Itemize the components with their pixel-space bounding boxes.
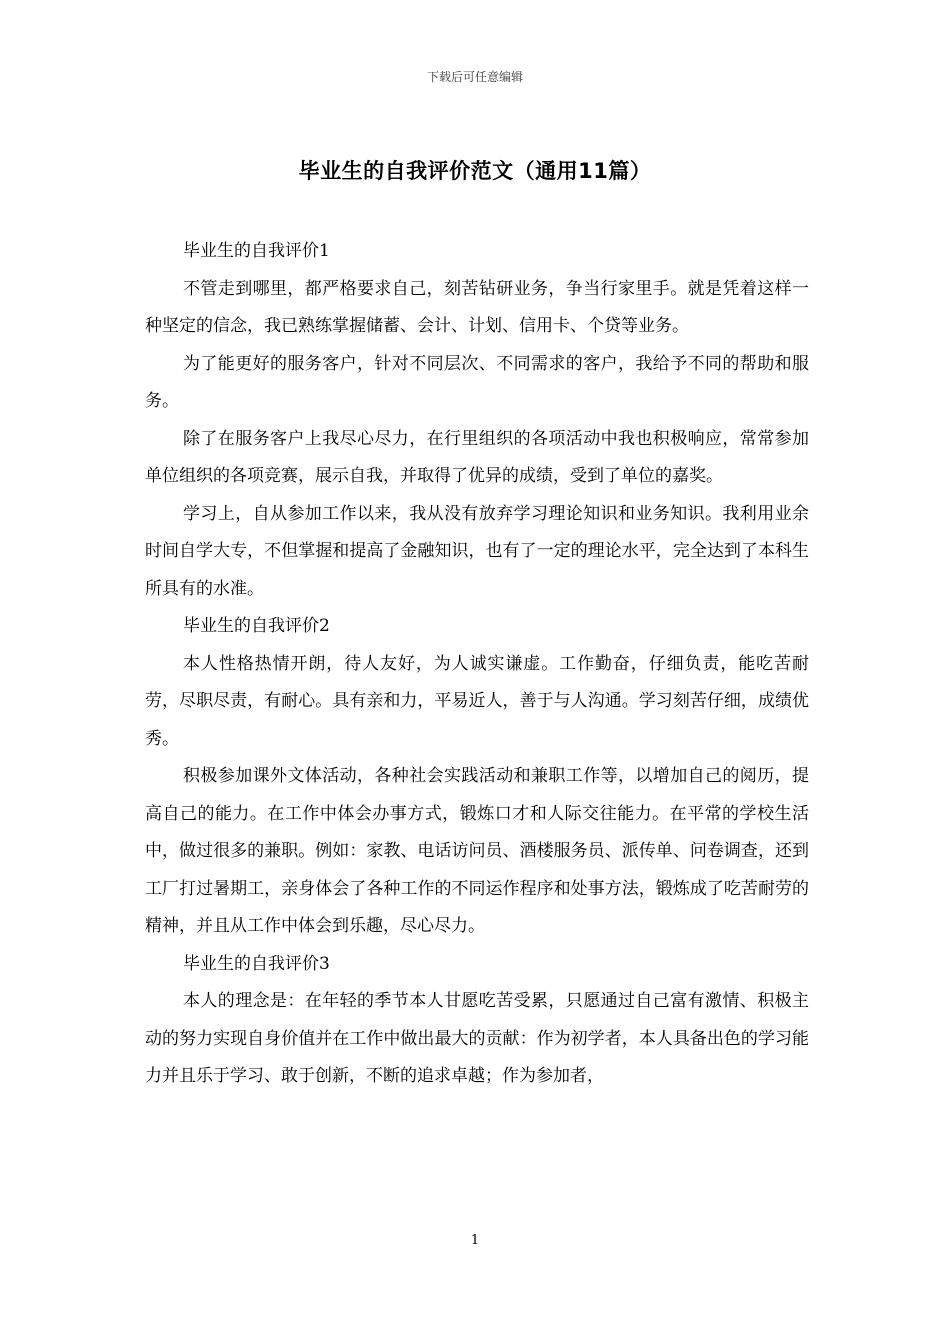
section-heading: 毕业生的自我评价1 <box>183 241 330 261</box>
paragraph: 除了在服务客户上我尽心尽力，在行里组织的各项活动中我也积极响应，常常参加单位组织的各项竞赛，展示自我，并取得了优异的成绩，受到了单位的嘉奖。 <box>145 428 809 486</box>
paragraph: 为了能更好的服务客户，针对不同层次、不同需求的客户，我给予不同的帮助和服务。 <box>145 353 809 411</box>
page-header: 下载后可任意编辑 <box>426 70 523 84</box>
paragraph: 不管走到哪里，都严格要求自己，刻苦钻研业务，争当行家里手。就是凭着这样一种坚定的信念，我已熟练掌握储蓄、会计、计划、信用卡、个贷等业务。 <box>145 278 809 336</box>
page-number: 1 <box>470 1233 480 1248</box>
section-heading: 毕业生的自我评价2 <box>183 616 330 636</box>
section-heading: 毕业生的自我评价3 <box>183 953 330 974</box>
paragraph: 本人性格热情开朗，待人友好，为人诚实谦虚。工作勤奋，仔细负责，能吃苦耐劳，尽职尽责，有耐心。具有亲和力，平易近人，善于与人沟通。学习刻苦仔细，成绩优秀。 <box>145 653 809 749</box>
paragraph: 学习上，自从参加工作以来，我从没有放弃学习理论知识和业务知识。我利用业余时间自学大专，不但掌握和提高了金融知识，也有了一定的理论水平，完全达到了本科生所具有的水准。 <box>145 503 809 599</box>
paragraph: 本人的理念是：在年轻的季节本人甘愿吃苦受累，只愿通过自己富有激情、积极主动的努力实现自身价值并在工作中做出最大的贡献：作为初学者，本人具备出色的学习能力并且乐于学习、敢于创新，不断的追求卓越；作为参加者， <box>145 991 809 1086</box>
document-title: 毕业生的自我评价范文（通用11篇） <box>298 159 652 183</box>
document-body <box>145 233 809 1096</box>
paragraph: 积极参加课外文体活动，各种社会实践活动和兼职工作等，以增加自己的阅历，提高自己的能力。在工作中体会办事方式，锻炼口才和人际交往能力。在平常的学校生活中，做过很多的兼职。例如：家教、电话访问员、酒楼服务员、派传单、问卷调查，还到工厂打过暑期工，亲身体会了各种工作的不同运作程序和处事方法，锻炼成了吃苦耐劳的精神，并且从工作中体会到乐趣，尽心尽力。 <box>145 766 809 936</box>
